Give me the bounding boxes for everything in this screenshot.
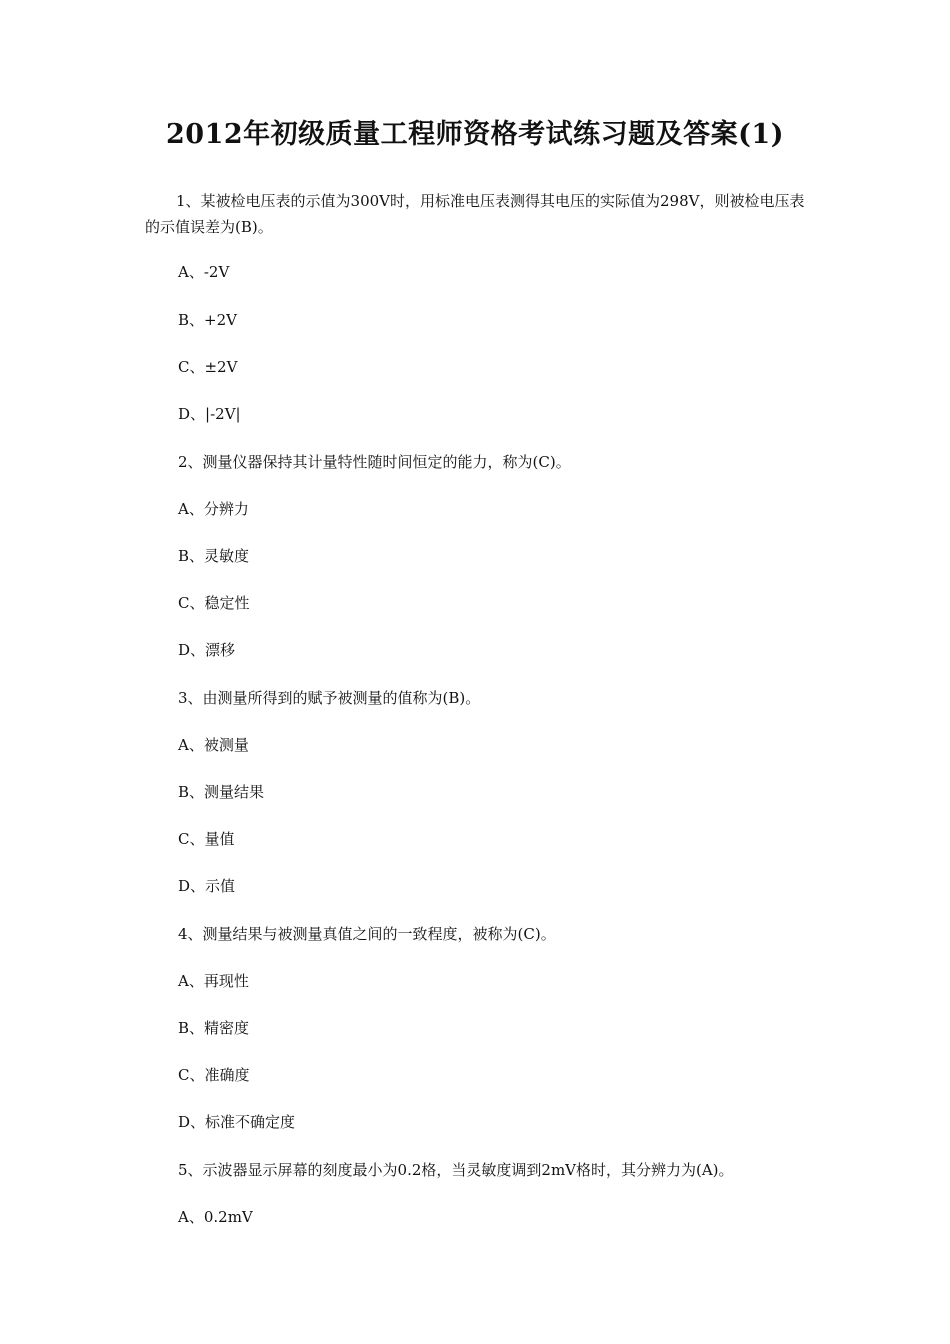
question-2-stem: 2、测量仪器保持其计量特性随时间恒定的能力，称为(C)。 bbox=[178, 453, 571, 471]
question-1-option-b: B、+2V bbox=[178, 311, 237, 329]
question-3-stem: 3、由测量所得到的赋予被测量的值称为(B)。 bbox=[178, 689, 481, 707]
question-1-option-c: C、±2V bbox=[178, 358, 238, 376]
question-2-option-d: D、漂移 bbox=[178, 641, 236, 659]
question-1-option-d: D、|-2V| bbox=[178, 405, 241, 423]
question-3-option-d: D、示值 bbox=[178, 877, 236, 895]
question-4-option-c: C、准确度 bbox=[178, 1066, 250, 1084]
question-3-option-b: B、测量结果 bbox=[178, 783, 265, 801]
question-4-stem: 4、测量结果与被测量真值之间的一致程度，被称为(C)。 bbox=[178, 925, 556, 943]
question-1-text: 1、某被检电压表的示值为300V时，用标准电压表测得其电压的实际值为298V，则被检电压表的示值误差为(B)。 bbox=[145, 192, 805, 236]
question-3-option-c: C、量值 bbox=[178, 830, 235, 848]
page-title: 2012年初级质量工程师资格考试练习题及答案(1) bbox=[166, 119, 784, 150]
question-1-option-a: A、-2V bbox=[178, 263, 230, 281]
question-4-option-b: B、精密度 bbox=[178, 1019, 250, 1037]
question-2-option-c: C、稳定性 bbox=[178, 594, 250, 612]
question-2-option-b: B、灵敏度 bbox=[178, 547, 250, 565]
question-1-stem bbox=[145, 188, 815, 240]
question-4-option-d: D、标准不确定度 bbox=[178, 1113, 296, 1131]
question-5-stem: 5、示波器显示屏幕的刻度最小为0.2格，当灵敏度调到2mV格时，其分辨力为(A)。 bbox=[178, 1161, 734, 1179]
question-5-option-a: A、0.2mV bbox=[178, 1208, 253, 1226]
question-2-option-a: A、分辨力 bbox=[178, 500, 249, 518]
question-3-option-a: A、被测量 bbox=[178, 736, 249, 754]
question-4-option-a: A、再现性 bbox=[178, 972, 249, 990]
